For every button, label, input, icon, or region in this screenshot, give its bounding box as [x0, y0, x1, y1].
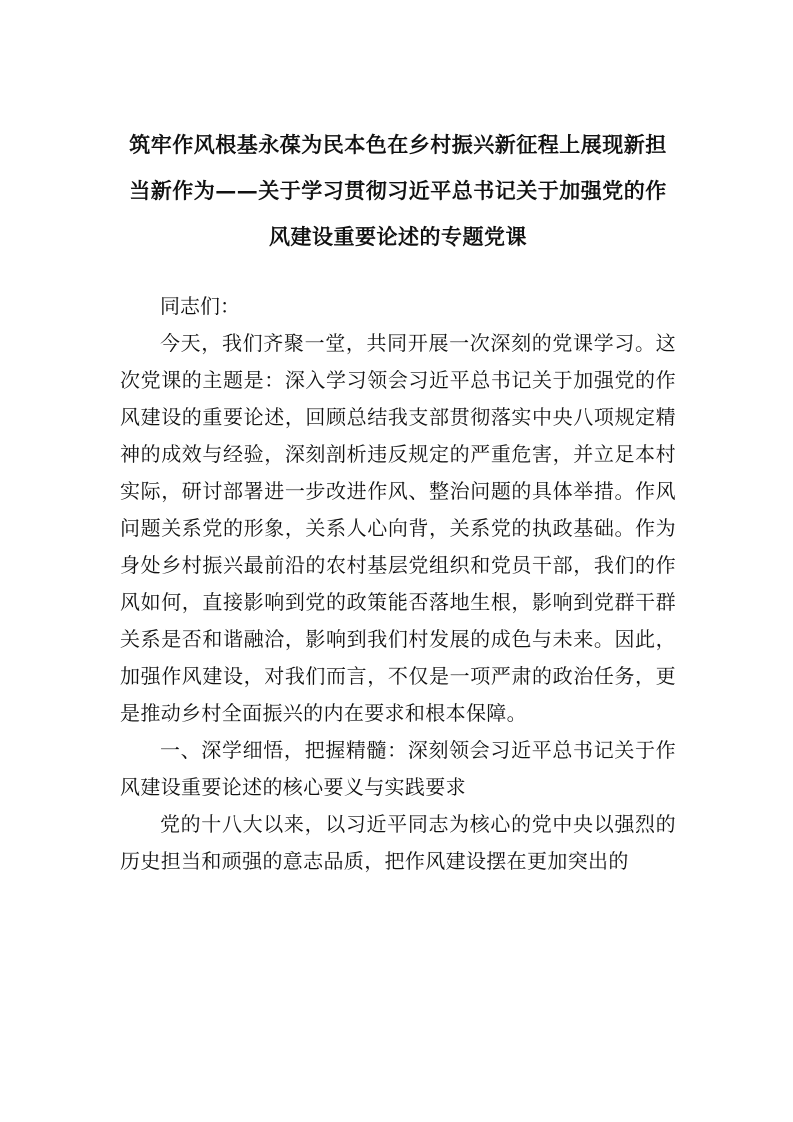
intro-paragraph: 今天，我们齐聚一堂，共同开展一次深刻的党课学习。这次党课的主题是：深入学习领会习近平总书记关于加强党的作风建设的重要论述，回顾总结我支部贯彻落实中央八项规定精神的成效与经验，深刻剖析违反规定的严重危害，并立足本村实际，研讨部署进一步改进作风、整治问题的具体举措。作风问题关系党的形象，关系人心向背，关系党的执政基础。作为身处乡村振兴最前沿的农村基层党组织和党员干部，我们的作风如何，直接影响到党的政策能否落地生根，影响到党群干群关系是否和谐融洽，影响到我们村发展的成色与未来。因此，加强作风建设，对我们而言，不仅是一项严肃的政治任务，更是推动乡村全面振兴的内在要求和根本保障。	[120, 331, 676, 725]
salutation: 同志们：	[160, 294, 240, 318]
document-page	[120, 122, 676, 880]
document-title: 筑牢作风根基永葆为民本色在乡村振兴新征程上展现新担当新作为——关于学习贯彻习近平总书记关于加强党的作风建设重要论述的专题党课	[129, 132, 667, 249]
section-paragraph: 党的十八大以来，以习近平同志为核心的党中央以强烈的历史担当和顽强的意志品质，把作风建设摆在更加突出的	[120, 812, 676, 873]
section-heading: 一、深学细悟，把握精髓：深刻领会习近平总书记关于作风建设重要论述的核心要义与实践要求	[120, 738, 676, 799]
